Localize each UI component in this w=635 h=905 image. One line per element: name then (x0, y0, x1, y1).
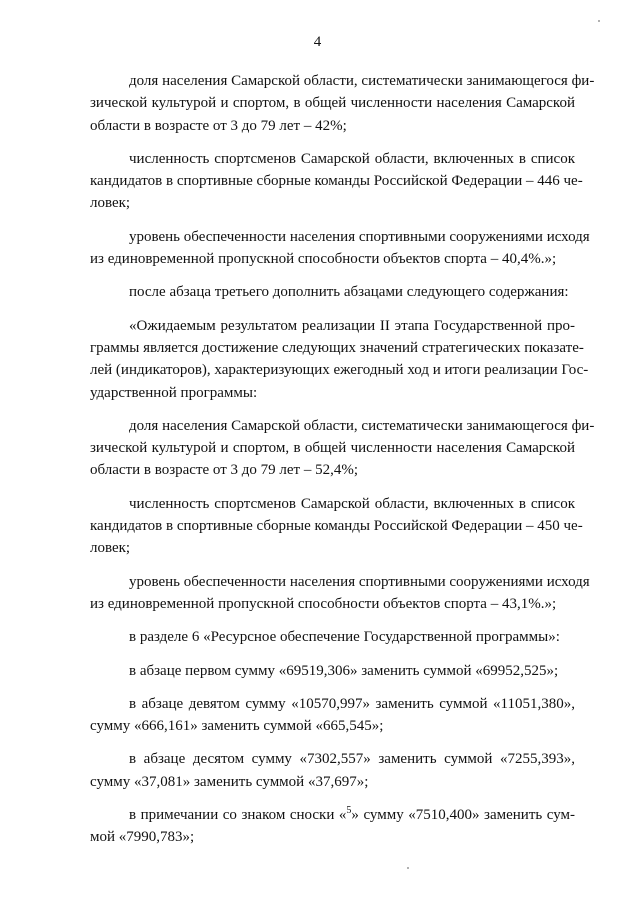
text-line: граммы является достижение следующих значений стратегических показате- (90, 339, 584, 356)
paragraph (90, 693, 575, 738)
paragraph (90, 626, 575, 648)
text-line: области в возрасте от 3 до 79 лет – 42%; (90, 117, 347, 134)
text-line: зической культурой и спортом, в общей численности населения Самарской (90, 95, 575, 112)
paragraph (90, 281, 575, 303)
text-line: сумму «666,161» заменить суммой «665,545»; (90, 718, 384, 735)
text-line: уровень обеспеченности населения спортивными сооружениями исходя (129, 573, 590, 590)
text-line (90, 804, 575, 826)
text-line: ударственной программы: (90, 384, 258, 401)
text-line: численность спортсменов Самарской области, включенных в список (129, 150, 575, 167)
text-line: сумму «37,081» заменить суммой «37,697»; (90, 773, 369, 790)
text-line: кандидатов в спортивные сборные команды Российской Федерации – 446 че- (90, 173, 583, 190)
text-line: зической культурой и спортом, в общей численности населения Самарской (90, 440, 575, 457)
text-line: в абзаце десятом сумму «7302,557» заменить суммой «7255,393», (129, 751, 575, 768)
text-line: уровень обеспеченности населения спортивными сооружениями исходя (129, 228, 590, 245)
scan-speck (598, 20, 600, 22)
text-line: ловек; (90, 195, 131, 212)
paragraph (90, 748, 575, 793)
text-line: ловек; (90, 540, 131, 557)
paragraph (90, 315, 589, 404)
text-line: из единовременной пропускной способности объектов спорта – 43,1%.»; (90, 595, 557, 612)
text-line: численность спортсменов Самарской области, включенных в список (129, 495, 575, 512)
text-line: в абзаце девятом сумму «10570,997» заменить суммой «11051,380», (129, 695, 575, 712)
text-segment: » сумму «7510,400» заменить сум- (351, 807, 575, 824)
paragraph (90, 571, 590, 616)
text-line: в абзаце первом сумму «69519,306» заменить суммой «69952,525»; (129, 662, 559, 679)
text-line: доля населения Самарской области, систематически занимающегося фи- (129, 73, 595, 89)
paragraph (90, 70, 595, 137)
text-line: области в возрасте от 3 до 79 лет – 52,4%; (90, 462, 359, 479)
scan-speck (407, 867, 409, 869)
text-line: из единовременной пропускной способности объектов спорта – 40,4%.»; (90, 251, 557, 268)
text-line: доля населения Самарской области, систематически занимающегося фи- (129, 417, 595, 434)
document-body (90, 70, 595, 849)
paragraph (90, 804, 575, 849)
text-line: мой «7990,783»; (90, 829, 195, 846)
paragraph (90, 226, 590, 271)
paragraph (90, 148, 583, 215)
paragraph (90, 493, 583, 560)
text-line: «Ожидаемым результатом реализации II этапа Государственной про- (129, 317, 575, 334)
text-segment: в примечании со знаком сноски « (129, 807, 347, 824)
text-line: лей (индикаторов), характеризующих ежегодный ход и итоги реализации Гос- (90, 362, 589, 379)
text-line: после абзаца третьего дополнить абзацами следующего содержания: (129, 284, 569, 301)
paragraph (90, 415, 595, 482)
text-line: в разделе 6 «Ресурсное обеспечение Государственной программы»: (129, 629, 560, 646)
page-number: 4 (313, 34, 322, 50)
text-line: кандидатов в спортивные сборные команды Российской Федерации – 450 че- (90, 518, 583, 535)
footnote-mark: 5 (346, 805, 352, 817)
paragraph (90, 660, 575, 682)
